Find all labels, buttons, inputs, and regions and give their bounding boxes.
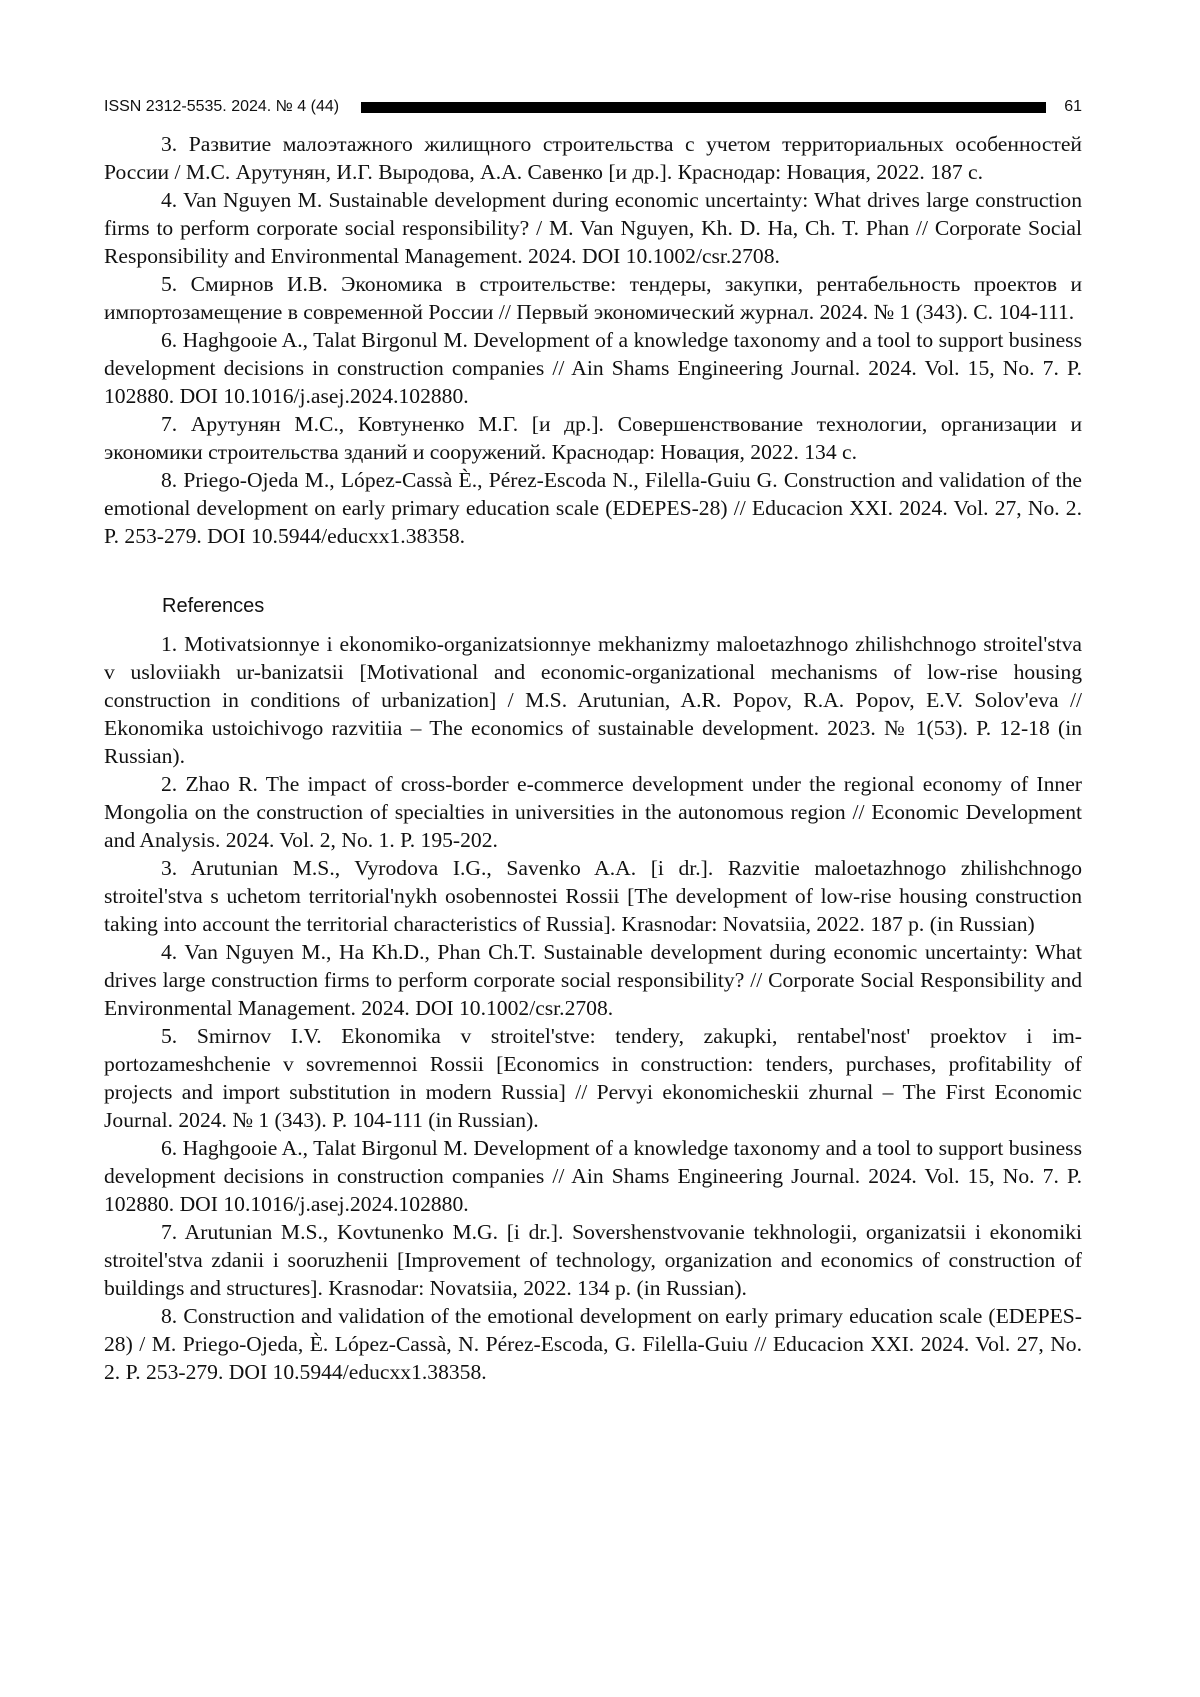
bibliography-item: 4. Van Nguyen M. Sustainable development during economic uncertainty: What drives large construction firms to perform corporate social responsibility? / M. Van Nguyen, Kh. D. Ha, Ch. T. Phan // Corporate Social Responsibility and Environmental Management. 2024. DOI 10.1002/csr.2708. <box>104 188 1082 268</box>
bibliography-item: 8. Priego-Ojeda M., López-Cassà È., Pérez-Escoda N., Filella-Guiu G. Construction and validation of the emotional development on early primary education scale (EDEPES-28) // Educacion XXI. 2024. Vol. 27, No. 2. P. 253-279. DOI 10.5944/educxx1.38358. <box>104 468 1082 548</box>
reference-item: 3. Arutunian M.S., Vyrodova I.G., Savenko A.A. [i dr.]. Razvitie maloetazhnogo zhilishchnogo stroitel'stva s uchetom territorial'nykh osobennostei Rossii [The development of low-rise housing construction taking into account the territorial characteristics of Russia]. Krasnodar: Novatsiia, 2022. 187 p. (in Russian) <box>104 856 1082 936</box>
bibliography-list <box>104 130 1082 550</box>
reference-item: 1. Motivatsionnye i ekonomiko-organizatsionnye mekhanizmy maloetazhnogo zhilishchnogo stroitel'stva v usloviiakh ur-banizatsii [Motivational and economic-organizational mechanisms of low-rise housing construction in conditions of urbanization] / M.S. Arutunian, A.R. Popov, R.A. Popov, E.V. Solov'eva // Ekonomika ustoichivogo razvitiia – The economics of sustainable development. 2023. № 1(53). P. 12-18 (in Russian). <box>104 632 1082 768</box>
header-rule <box>361 102 1046 113</box>
reference-item: 6. Haghgooie A., Talat Birgonul M. Development of a knowledge taxonomy and a tool to support business development decisions in construction companies // Ain Shams Engineering Journal. 2024. Vol. 15, No. 7. P. 102880. DOI 10.1016/j.asej.2024.102880. <box>104 1136 1082 1216</box>
page-body <box>104 130 1082 1386</box>
bibliography-item: 3. Развитие малоэтажного жилищного строительства с учетом территориальных особенностей России / М.С. Арутунян, И.Г. Выродова, А.А. Савенко [и др.]. Краснодар: Новация, 2022. 187 с. <box>104 132 1082 184</box>
reference-item: 2. Zhao R. The impact of cross-border e-commerce development under the regional economy of Inner Mongolia on the construction of specialties in universities in the autonomous region // Economic Development and Analysis. 2024. Vol. 2, No. 1. P. 195-202. <box>104 772 1082 852</box>
bibliography-item: 7. Арутунян М.С., Ковтуненко М.Г. [и др.]. Совершенствование технологии, организации и экономики строительства зданий и сооружений. Краснодар: Новация, 2022. 134 с. <box>104 412 1082 464</box>
reference-item: 7. Arutunian M.S., Kovtunenko M.G. [i dr.]. Sovershenstvovanie tekhnologii, organizatsii i ekonomiki stroitel'stva zdanii i sooruzhenii [Improvement of technology, organization and economics of construction of buildings and structures]. Krasnodar: Novatsiia, 2022. 134 p. (in Russian). <box>104 1220 1082 1300</box>
bibliography-item: 6. Haghgooie A., Talat Birgonul M. Development of a knowledge taxonomy and a tool to support business development decisions in construction companies // Ain Shams Engineering Journal. 2024. Vol. 15, No. 7. P. 102880. DOI 10.1016/j.asej.2024.102880. <box>104 328 1082 408</box>
page-header <box>104 94 1082 120</box>
references-list <box>104 630 1082 1386</box>
reference-item: 4. Van Nguyen M., Ha Kh.D., Phan Ch.T. Sustainable development during economic uncertainty: What drives large construction firms to perform corporate social responsibility? // Corporate Social Responsibility and Environmental Management. 2024. DOI 10.1002/csr.2708. <box>104 940 1082 1020</box>
bibliography-item: 5. Смирнов И.В. Экономика в строительстве: тендеры, закупки, рентабельность проектов и импортозамещение в современной России // Первый экономический журнал. 2024. № 1 (343). С. 104-111. <box>104 272 1082 324</box>
page-number: 61 <box>1064 98 1082 115</box>
reference-item: 5. Smirnov I.V. Ekonomika v stroitel'stve: tendery, zakupki, rentabel'nost' proektov i importozameshchenie v sovremennoi Rossii [Economics in construction: tenders, purchases, profitability of projects and import substitution in modern Russia] // Pervyi ekonomicheskii zhurnal – The First Economic Journal. 2024. № 1 (343). P. 104-111 (in Russian). <box>104 1024 1082 1132</box>
references-heading: References <box>162 595 265 617</box>
reference-item: 8. Construction and validation of the emotional development on early primary education scale (EDEPES-28) / M. Priego-Ojeda, È. López-Cassà, N. Pérez-Escoda, G. Filella-Guiu // Educacion XXI. 2024. Vol. 27, No. 2. P. 253-279. DOI 10.5944/educxx1.38358. <box>104 1304 1082 1384</box>
journal-issn-issue: ISSN 2312-5535. 2024. № 4 (44) <box>104 98 340 115</box>
